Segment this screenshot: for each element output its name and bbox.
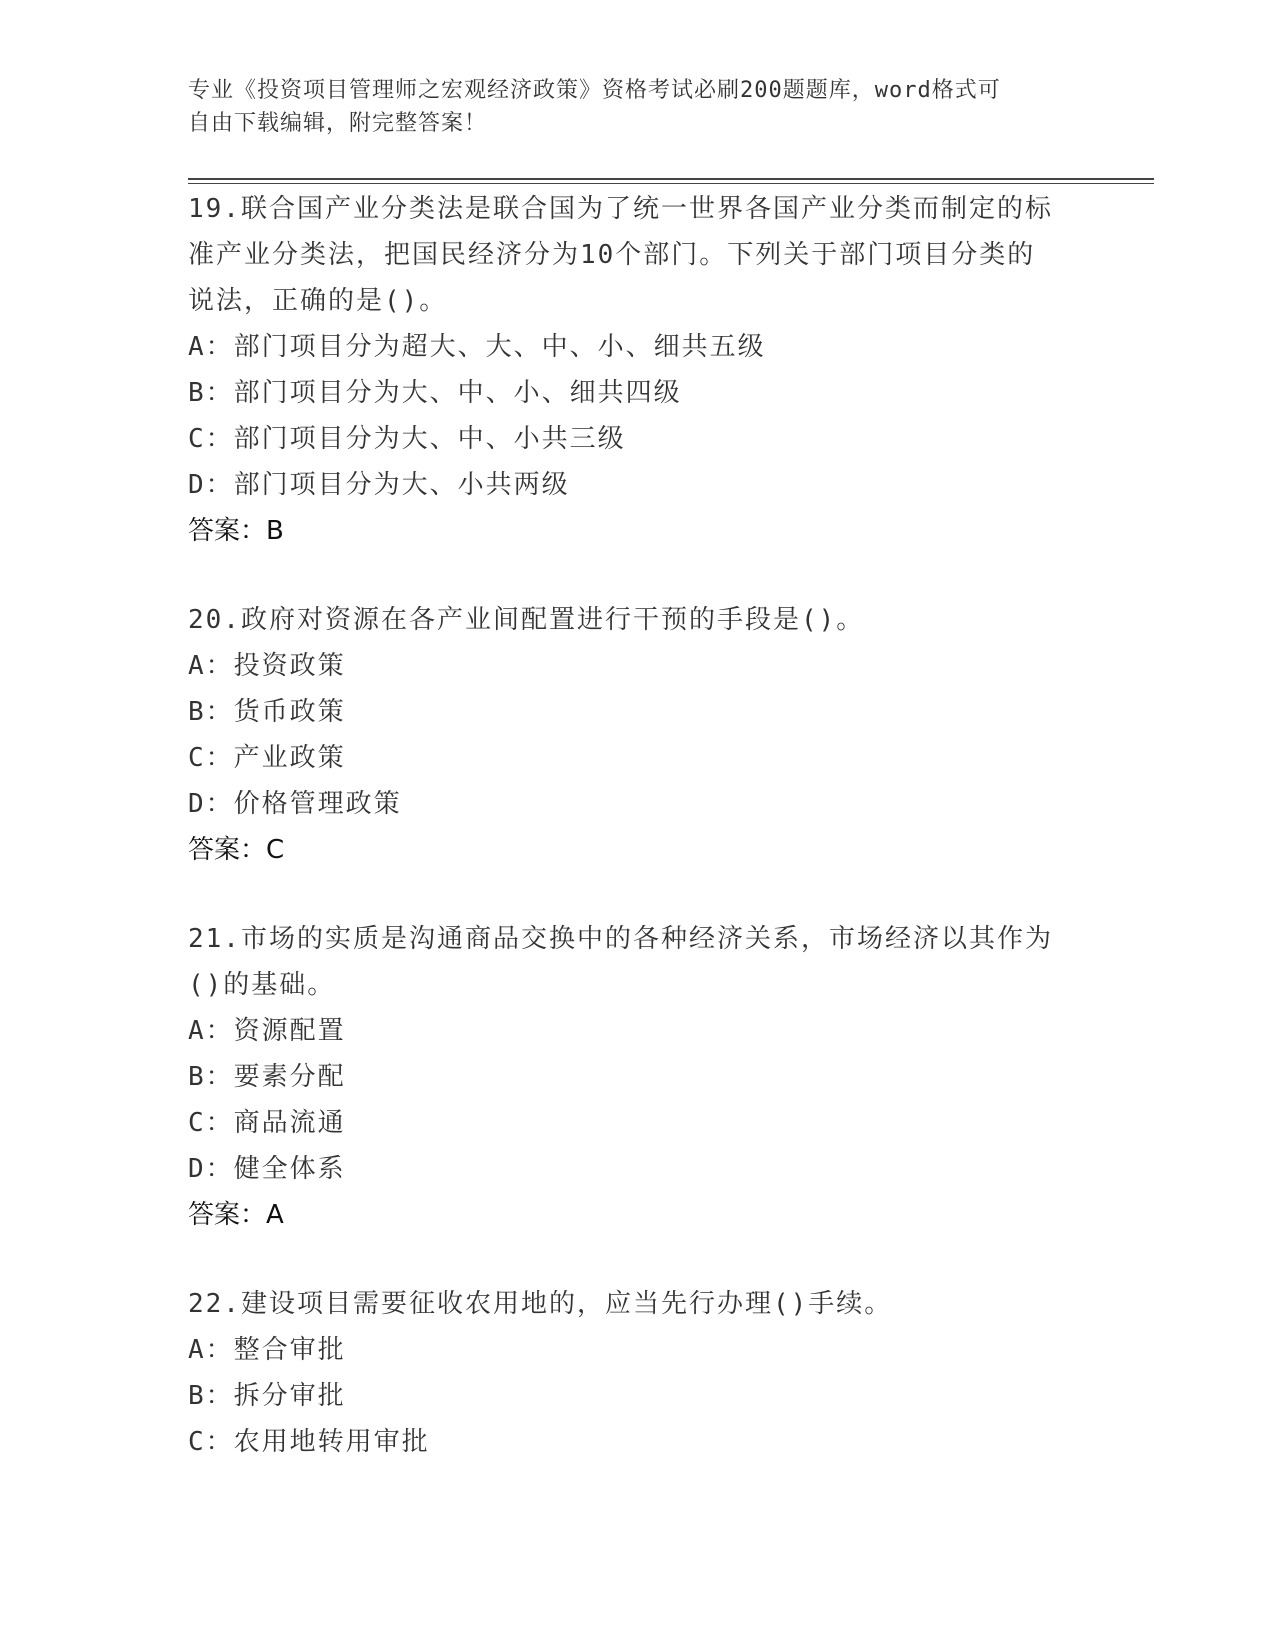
- option-d: D：健全体系: [188, 1154, 346, 1184]
- question-text-line: 22.建设项目需要征收农用地的，应当先行办理()手续。: [188, 1289, 893, 1319]
- answer: 答案：B: [188, 516, 284, 546]
- option-a: A：整合审批: [188, 1335, 346, 1365]
- answer: 答案：C: [188, 835, 285, 865]
- question-22: [188, 1281, 1088, 1465]
- header-line-1: 专业《投资项目管理师之宏观经济政策》资格考试必刷200题题库，word格式可: [188, 78, 1001, 103]
- option-c: C：农用地转用审批: [188, 1427, 430, 1457]
- option-b: B：拆分审批: [188, 1381, 346, 1411]
- question-text-line: 说法，正确的是()。: [188, 286, 448, 316]
- question-19: [188, 186, 1088, 554]
- question-21: [188, 916, 1088, 1238]
- question-text-line: 19.联合国产业分类法是联合国为了统一世界各国产业分类而制定的标: [188, 194, 1053, 224]
- question-text-line: 准产业分类法，把国民经济分为10个部门。下列关于部门项目分类的: [188, 240, 1036, 270]
- question-text-line: ()的基础。: [188, 970, 336, 1000]
- header-divider-thin: [188, 183, 1154, 184]
- option-d: D：价格管理政策: [188, 789, 402, 819]
- option-b: B：要素分配: [188, 1062, 346, 1092]
- document-header: [188, 74, 1068, 140]
- option-c: C：商品流通: [188, 1108, 346, 1138]
- question-text-line: 21.市场的实质是沟通商品交换中的各种经济关系，市场经济以其作为: [188, 924, 1053, 954]
- header-line-2: 自由下载编辑，附完整答案！: [188, 111, 488, 136]
- option-c: C：产业政策: [188, 743, 346, 773]
- option-b: B：部门项目分为大、中、小、细共四级: [188, 378, 682, 408]
- question-list: [188, 186, 1088, 1508]
- option-b: B：货币政策: [188, 697, 346, 727]
- option-c: C：部门项目分为大、中、小共三级: [188, 424, 626, 454]
- question-20: [188, 597, 1088, 873]
- option-a: A：投资政策: [188, 651, 346, 681]
- option-a: A：部门项目分为超大、大、中、小、细共五级: [188, 332, 766, 362]
- option-a: A：资源配置: [188, 1016, 346, 1046]
- answer: 答案：A: [188, 1200, 284, 1230]
- header-divider-thick: [188, 178, 1154, 180]
- option-d: D：部门项目分为大、小共两级: [188, 470, 570, 500]
- question-text-line: 20.政府对资源在各产业间配置进行干预的手段是()。: [188, 605, 865, 635]
